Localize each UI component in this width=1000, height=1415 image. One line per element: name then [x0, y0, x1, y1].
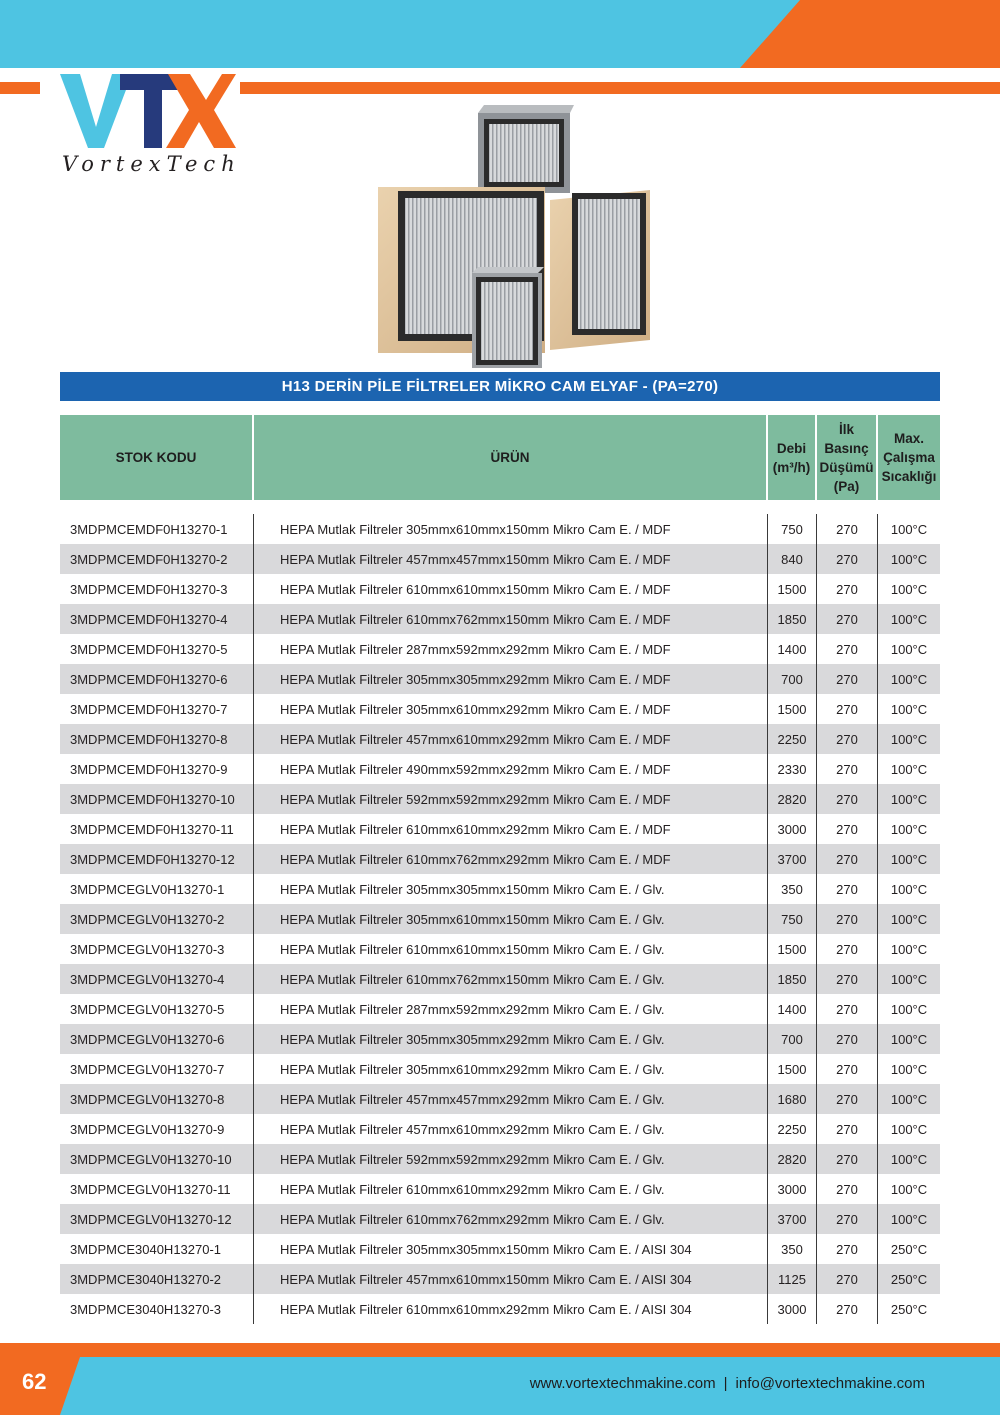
pressure-drop-cell: 270 [817, 1234, 878, 1264]
product-cell: HEPA Mutlak Filtreler 305mmx305mmx292mm Mikro Cam E. / MDF [254, 664, 768, 694]
max-temperature-cell: 100°C [890, 611, 928, 627]
flow-cell: 350 [768, 874, 817, 904]
pressure-drop-cell: 270 [817, 814, 878, 844]
flow-cell: 1850 [768, 604, 817, 634]
stock-code-cell: 3MDPMCE3040H13270-3 [60, 1294, 254, 1324]
max-temperature-cell: 100°C [890, 971, 928, 987]
product-cell: HEPA Mutlak Filtreler 610mmx610mmx292mm Mikro Cam E. / MDF [254, 814, 768, 844]
product-cell: HEPA Mutlak Filtreler 305mmx610mmx150mm Mikro Cam E. / Glv. [254, 904, 768, 934]
table-row [60, 874, 940, 904]
stock-code-cell: 3MDPMCEMDF0H13270-8 [60, 724, 254, 754]
flow-cell: 3000 [768, 1294, 817, 1324]
pressure-drop-cell: 270 [817, 694, 878, 724]
max-temperature-cell: 100°C [890, 941, 928, 957]
flow-cell: 1680 [768, 1084, 817, 1114]
flow-cell: 1125 [768, 1264, 817, 1294]
table-row [60, 844, 940, 874]
table-row [60, 1024, 940, 1054]
product-cell: HEPA Mutlak Filtreler 610mmx610mmx150mm Mikro Cam E. / MDF [254, 574, 768, 604]
pressure-drop-cell: 270 [817, 1294, 878, 1324]
stock-code-cell: 3MDPMCEMDF0H13270-3 [60, 574, 254, 604]
flow-cell: 1500 [768, 694, 817, 724]
pressure-drop-cell: 270 [817, 1084, 878, 1114]
max-temperature-cell: 100°C [890, 1211, 928, 1227]
stock-code-cell: 3MDPMCEGLV0H13270-11 [60, 1174, 254, 1204]
footer-contacts [520, 1375, 970, 1392]
max-temperature-cell: 100°C [890, 671, 928, 687]
max-temperature-cell: 100°C [890, 1091, 928, 1107]
stock-code-cell: 3MDPMCEMDF0H13270-4 [60, 604, 254, 634]
header-flow: Debi (m³/h) [768, 415, 817, 500]
max-temperature-cell: 100°C [890, 911, 928, 927]
max-temperature-cell: 100°C [890, 1121, 928, 1137]
stock-code-cell: 3MDPMCEMDF0H13270-10 [60, 784, 254, 814]
pressure-drop-cell: 270 [817, 784, 878, 814]
product-cell: HEPA Mutlak Filtreler 592mmx592mmx292mm Mikro Cam E. / Glv. [254, 1144, 768, 1174]
table-row [60, 604, 940, 634]
table-row [60, 934, 940, 964]
stock-code-cell: 3MDPMCE3040H13270-1 [60, 1234, 254, 1264]
pressure-drop-cell: 270 [817, 724, 878, 754]
table-header [60, 415, 940, 500]
flow-cell: 2820 [768, 784, 817, 814]
pressure-drop-cell: 270 [817, 754, 878, 784]
brand-logo [58, 72, 258, 182]
product-cell: HEPA Mutlak Filtreler 305mmx610mmx292mm Mikro Cam E. / Glv. [254, 1054, 768, 1084]
product-cell: HEPA Mutlak Filtreler 287mmx592mmx292mm Mikro Cam E. / MDF [254, 634, 768, 664]
pressure-drop-cell: 270 [817, 844, 878, 874]
table-row [60, 1234, 940, 1264]
header-orange-accent [740, 0, 1000, 68]
max-temperature-cell: 250°C [890, 1271, 928, 1287]
flow-cell: 1500 [768, 934, 817, 964]
max-temperature-cell: 100°C [890, 761, 928, 777]
stock-code-cell: 3MDPMCEGLV0H13270-9 [60, 1114, 254, 1144]
table-row [60, 1264, 940, 1294]
pressure-drop-cell: 270 [817, 634, 878, 664]
stock-code-cell: 3MDPMCEGLV0H13270-4 [60, 964, 254, 994]
stock-code-cell: 3MDPMCEGLV0H13270-3 [60, 934, 254, 964]
product-cell: HEPA Mutlak Filtreler 610mmx762mmx150mm Mikro Cam E. / MDF [254, 604, 768, 634]
table-row [60, 994, 940, 1024]
max-temperature-cell: 100°C [890, 581, 928, 597]
max-temperature-cell: 100°C [890, 731, 928, 747]
flow-cell: 1400 [768, 994, 817, 1024]
flow-cell: 3700 [768, 1204, 817, 1234]
stock-code-cell: 3MDPMCEMDF0H13270-2 [60, 544, 254, 574]
table-row [60, 904, 940, 934]
flow-cell: 3700 [768, 844, 817, 874]
pressure-drop-cell: 270 [817, 1144, 878, 1174]
product-cell: HEPA Mutlak Filtreler 490mmx592mmx292mm Mikro Cam E. / MDF [254, 754, 768, 784]
flow-cell: 2250 [768, 724, 817, 754]
pressure-drop-cell: 270 [817, 934, 878, 964]
stock-code-cell: 3MDPMCEGLV0H13270-7 [60, 1054, 254, 1084]
product-cell: HEPA Mutlak Filtreler 305mmx610mmx292mm Mikro Cam E. / MDF [254, 694, 768, 724]
flow-cell: 840 [768, 544, 817, 574]
product-cell: HEPA Mutlak Filtreler 610mmx762mmx292mm Mikro Cam E. / Glv. [254, 1204, 768, 1234]
pressure-drop-cell: 270 [817, 544, 878, 574]
flow-cell: 750 [768, 514, 817, 544]
max-temperature-cell: 100°C [890, 1061, 928, 1077]
max-temperature-cell: 100°C [890, 701, 928, 717]
pressure-drop-cell: 270 [817, 574, 878, 604]
table-row [60, 574, 940, 604]
brand-name: VortexTech [62, 152, 241, 176]
pressure-drop-cell: 270 [817, 1114, 878, 1144]
product-cell: HEPA Mutlak Filtreler 305mmx610mmx150mm Mikro Cam E. / MDF [254, 514, 768, 544]
pressure-drop-cell: 270 [817, 1054, 878, 1084]
pressure-drop-cell: 270 [817, 1204, 878, 1234]
pressure-drop-cell: 270 [817, 904, 878, 934]
table-title: H13 DERİN PİLE FİLTRELER MİKRO CAM ELYAF - (PA=270) [60, 372, 940, 401]
page-number: 62 [22, 1369, 47, 1394]
product-cell: HEPA Mutlak Filtreler 592mmx592mmx292mm Mikro Cam E. / MDF [254, 784, 768, 814]
product-cell: HEPA Mutlak Filtreler 457mmx610mmx292mm Mikro Cam E. / MDF [254, 724, 768, 754]
vtx-logo-mark [58, 72, 238, 152]
stock-code-cell: 3MDPMCEMDF0H13270-5 [60, 634, 254, 664]
max-temperature-cell: 100°C [890, 551, 928, 567]
table-body [60, 514, 940, 1324]
pressure-drop-cell: 270 [817, 664, 878, 694]
flow-cell: 1500 [768, 1054, 817, 1084]
max-temperature-cell: 100°C [890, 1181, 928, 1197]
max-temperature-cell: 250°C [890, 1241, 928, 1257]
flow-cell: 1400 [768, 634, 817, 664]
stock-code-cell: 3MDPMCEGLV0H13270-12 [60, 1204, 254, 1234]
website-link[interactable]: www.vortextechmakine.com [529, 1375, 716, 1392]
flow-cell: 3000 [768, 814, 817, 844]
pressure-drop-cell: 270 [817, 1024, 878, 1054]
hepa-filters-image [360, 105, 660, 375]
max-temperature-cell: 100°C [890, 1151, 928, 1167]
max-temperature-cell: 250°C [890, 1301, 928, 1317]
flow-cell: 750 [768, 904, 817, 934]
footer-separator: | [723, 1375, 728, 1392]
pressure-drop-cell: 270 [817, 514, 878, 544]
flow-cell: 2250 [768, 1114, 817, 1144]
table-row [60, 1054, 940, 1084]
stock-code-cell: 3MDPMCEMDF0H13270-9 [60, 754, 254, 784]
max-temperature-cell: 100°C [890, 1001, 928, 1017]
table-row [60, 694, 940, 724]
header-stock-code: STOK KODU [60, 415, 254, 500]
pressure-drop-cell: 270 [817, 604, 878, 634]
flow-cell: 700 [768, 1024, 817, 1054]
stock-code-cell: 3MDPMCEGLV0H13270-1 [60, 874, 254, 904]
stock-code-cell: 3MDPMCEMDF0H13270-12 [60, 844, 254, 874]
stock-code-cell: 3MDPMCEMDF0H13270-7 [60, 694, 254, 724]
table-row [60, 1294, 940, 1324]
stock-code-cell: 3MDPMCEMDF0H13270-11 [60, 814, 254, 844]
flow-cell: 1500 [768, 574, 817, 604]
max-temperature-cell: 100°C [890, 1031, 928, 1047]
product-cell: HEPA Mutlak Filtreler 610mmx610mmx292mm Mikro Cam E. / Glv. [254, 1174, 768, 1204]
table-row [60, 724, 940, 754]
max-temperature-cell: 100°C [890, 791, 928, 807]
table-row [60, 1084, 940, 1114]
pressure-drop-cell: 270 [817, 964, 878, 994]
product-cell: HEPA Mutlak Filtreler 457mmx457mmx292mm Mikro Cam E. / Glv. [254, 1084, 768, 1114]
table-row [60, 814, 940, 844]
flow-cell: 2330 [768, 754, 817, 784]
product-cell: HEPA Mutlak Filtreler 305mmx305mmx292mm Mikro Cam E. / Glv. [254, 1024, 768, 1054]
flow-cell: 3000 [768, 1174, 817, 1204]
flow-cell: 2820 [768, 1144, 817, 1174]
product-cell: HEPA Mutlak Filtreler 610mmx762mmx292mm Mikro Cam E. / MDF [254, 844, 768, 874]
table-row [60, 964, 940, 994]
table-row [60, 1114, 940, 1144]
product-cell: HEPA Mutlak Filtreler 610mmx610mmx150mm Mikro Cam E. / Glv. [254, 934, 768, 964]
product-cell: HEPA Mutlak Filtreler 457mmx610mmx292mm Mikro Cam E. / Glv. [254, 1114, 768, 1144]
pressure-drop-cell: 270 [817, 994, 878, 1024]
stock-code-cell: 3MDPMCEGLV0H13270-5 [60, 994, 254, 1024]
max-temperature-cell: 100°C [890, 881, 928, 897]
stock-code-cell: 3MDPMCEGLV0H13270-6 [60, 1024, 254, 1054]
product-cell: HEPA Mutlak Filtreler 305mmx305mmx150mm Mikro Cam E. / AISI 304 [254, 1234, 768, 1264]
table-row [60, 1174, 940, 1204]
product-cell: HEPA Mutlak Filtreler 610mmx610mmx292mm Mikro Cam E. / AISI 304 [254, 1294, 768, 1324]
table-row [60, 754, 940, 784]
table-row [60, 514, 940, 544]
pressure-drop-cell: 270 [817, 1174, 878, 1204]
product-cell: HEPA Mutlak Filtreler 457mmx457mmx150mm Mikro Cam E. / MDF [254, 544, 768, 574]
product-cell: HEPA Mutlak Filtreler 287mmx592mmx292mm Mikro Cam E. / Glv. [254, 994, 768, 1024]
max-temperature-cell: 100°C [890, 821, 928, 837]
stock-code-cell: 3MDPMCEMDF0H13270-1 [60, 514, 254, 544]
stock-code-cell: 3MDPMCEGLV0H13270-8 [60, 1084, 254, 1114]
table-row [60, 784, 940, 814]
max-temperature-cell: 100°C [890, 851, 928, 867]
table-row [60, 1144, 940, 1174]
max-temperature-cell: 100°C [890, 641, 928, 657]
table-row [60, 634, 940, 664]
header-pressure-drop: İlk Basınç Düşümü (Pa) [817, 415, 878, 500]
product-cell: HEPA Mutlak Filtreler 610mmx762mmx150mm Mikro Cam E. / Glv. [254, 964, 768, 994]
flow-cell: 350 [768, 1234, 817, 1264]
header-product: ÜRÜN [254, 415, 768, 500]
table-row [60, 544, 940, 574]
product-cell: HEPA Mutlak Filtreler 305mmx305mmx150mm Mikro Cam E. / Glv. [254, 874, 768, 904]
flow-cell: 700 [768, 664, 817, 694]
flow-cell: 1850 [768, 964, 817, 994]
stock-code-cell: 3MDPMCEMDF0H13270-6 [60, 664, 254, 694]
max-temperature-cell: 100°C [890, 521, 928, 537]
table-row [60, 1204, 940, 1234]
stock-code-cell: 3MDPMCEGLV0H13270-10 [60, 1144, 254, 1174]
email-link[interactable]: info@vortextechmakine.com [735, 1375, 925, 1392]
table-row [60, 664, 940, 694]
header-max-temperature: Max. Çalışma Sıcaklığı [881, 431, 937, 484]
stock-code-cell: 3MDPMCE3040H13270-2 [60, 1264, 254, 1294]
pressure-drop-cell: 270 [817, 874, 878, 904]
stock-code-cell: 3MDPMCEGLV0H13270-2 [60, 904, 254, 934]
product-cell: HEPA Mutlak Filtreler 457mmx610mmx150mm Mikro Cam E. / AISI 304 [254, 1264, 768, 1294]
pressure-drop-cell: 270 [817, 1264, 878, 1294]
